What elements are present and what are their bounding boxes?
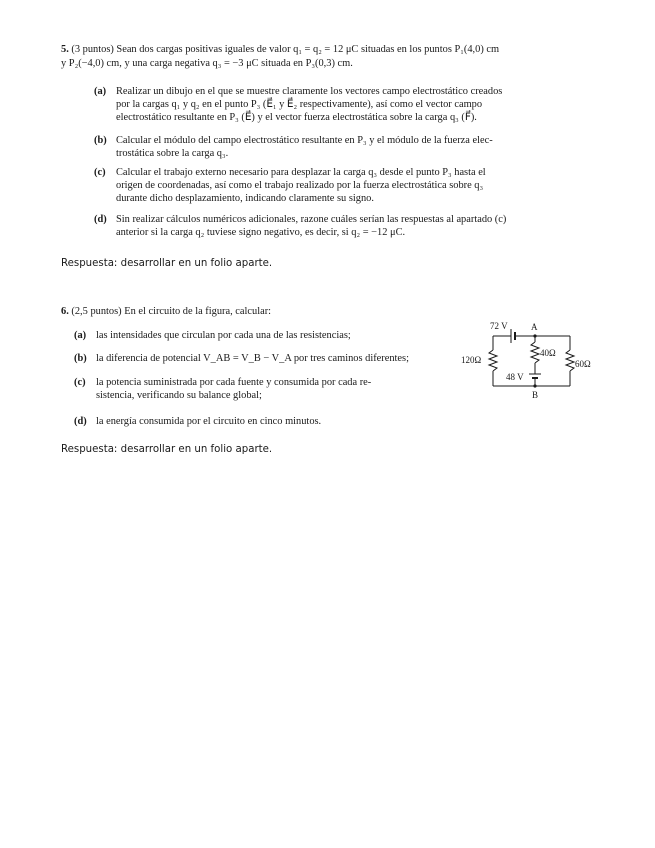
q5-item-c-line-3: durante dicho desplazamiento, indicando claramente su signo. xyxy=(116,193,374,205)
q5-item-a-line-3: electrostático resultante en P₃ (E⃗) y el vector fuerza electrostática sobre la carga q₃ (F⃗). xyxy=(116,112,477,124)
q6-item-d-label: (d) xyxy=(74,416,87,427)
battery-48v-label: 48 V xyxy=(506,372,524,382)
q5-item-c-line-1: Calcular el trabajo externo necesario para desplazar la carga q₃ desde el punto P₃ hasta el xyxy=(116,167,486,178)
node-a-dot xyxy=(533,334,536,337)
q6-item-c-line-1: la potencia suministrada por cada fuente y consumida por cada re- xyxy=(96,377,372,388)
question-5-intro-text-1: (3 puntos) Sean dos cargas positivas iguales de valor q₁ = q₂ = 12 μC situadas en los puntos P₁(4,0) cm xyxy=(71,44,500,55)
q6-item-c-label: (c) xyxy=(74,377,86,388)
q6-item-c-line-2: sistencia, verificando su balance global; xyxy=(96,390,262,402)
q6-item-a-line-1: las intensidades que circulan por cada una de las resistencias; xyxy=(96,330,351,341)
node-a-label: A xyxy=(531,322,538,332)
q5-item-c-line-2: origen de coordenadas, así como el trabajo realizado por la fuerza electrostática sobre q₃ xyxy=(116,180,484,192)
resistor-120-ohm-label: 120Ω xyxy=(461,355,482,365)
node-b-label: B xyxy=(532,390,539,400)
q5-item-b-label: (b) xyxy=(94,135,107,146)
q5-item-b-line-2: trostática sobre la carga q₃. xyxy=(116,148,229,160)
q5-item-d-line-1: Sin realizar cálculos numéricos adicionales, razone cuáles serían las respuestas al apartado (c) xyxy=(116,214,507,225)
question-6-intro: (2,5 puntos) En el circuito de la figura, calcular: xyxy=(71,306,272,317)
question-6-number: 6. xyxy=(61,306,69,317)
q6-item-b-line-1: la diferencia de potencial V_AB = V_B − V_A por tres caminos diferentes; xyxy=(96,353,409,364)
q5-item-a-label: (a) xyxy=(94,86,107,97)
q5-item-c-label: (c) xyxy=(94,167,106,178)
circuit-diagram xyxy=(458,316,608,416)
resistor-40-ohm-label: 40Ω xyxy=(540,348,556,358)
question-5-intro-line-1 xyxy=(61,43,499,56)
resistor-40-ohm xyxy=(531,342,539,363)
battery-72v-label: 72 V xyxy=(490,321,508,331)
question-5-number: 5. xyxy=(61,44,69,55)
q5-item-a-line-1: Realizar un dibujo en el que se muestre claramente los vectores campo electrostático creados xyxy=(116,86,503,97)
q5-item-a-line-2: por la cargas q₁ y q₂ en el punto P₃ (E⃗₁ y E⃗₂ respectivamente), así como el vector campo xyxy=(116,99,483,111)
q6-answer-note: Respuesta: desarrollar en un folio aparte. xyxy=(61,444,273,455)
q6-item-a-label: (a) xyxy=(74,330,87,341)
q5-item-b-line-1: Calcular el módulo del campo electrostático resultante en P₃ y el módulo de la fuerza elec- xyxy=(116,135,493,146)
resistor-120-ohm xyxy=(489,350,497,371)
question-6 xyxy=(61,305,271,318)
node-b-dot xyxy=(533,384,536,387)
q5-answer-note: Respuesta: desarrollar en un folio aparte. xyxy=(61,258,273,269)
resistor-60-ohm xyxy=(566,350,574,371)
q6-item-d-line-1: la energía consumida por el circuito en cinco minutos. xyxy=(96,416,322,427)
q5-item-d-line-2: anterior si la carga q₂ tuviese signo negativo, es decir, si q₂ = −12 μC. xyxy=(116,227,406,239)
resistor-60-ohm-label: 60Ω xyxy=(575,359,591,369)
q5-item-d-label: (d) xyxy=(94,214,107,225)
question-5-intro-line-2: y P₂(−4,0) cm, y una carga negativa q₃ = −3 μC situada en P₃(0,3) cm. xyxy=(61,58,353,69)
q6-item-b-label: (b) xyxy=(74,353,87,364)
